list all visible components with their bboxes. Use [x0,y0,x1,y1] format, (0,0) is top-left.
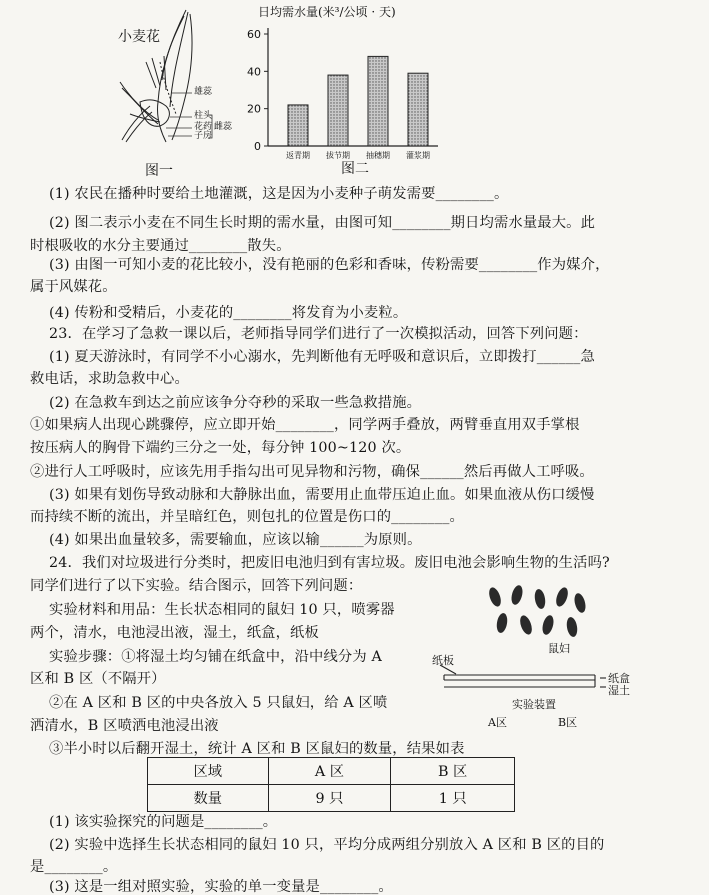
bar-2 [328,75,348,146]
q24-step2-line2: 洒清水，B 区喷洒电池浸出液 [30,718,219,734]
apparatus-label: 实验装置 [512,698,556,711]
label-ovary: 子房 [194,131,213,141]
q23-part1-line1: (1) 夏天游泳时，有同学不小心溺水，先判断他有无呼吸和意识后，立即拨打______急 [49,349,595,365]
q22-part3-line1: (3) 由图一可知小麦的花比较小，没有艳丽的色彩和香味，传粉需要________作为媒介， [49,257,610,273]
q23-part2-item2: ②进行人工呼吸时，应该先用手指勾出可见异物和污物，确保______然后再做人工呼吸。 [30,464,594,480]
q24-sub1: (1) 该实验探究的问题是________。 [49,814,278,830]
x-tick-label: 返青期 [286,151,310,160]
x-tick-label: 抽穗期 [366,151,390,160]
q24-materials-line2: 两个，清水，电池浸出液，湿土，纸盒，纸板 [30,625,319,641]
table-header-zone: 区域 [148,758,269,785]
table-row [148,758,515,785]
y-tick-label: 60 [247,28,261,41]
bar-3 [368,56,388,146]
q23-part1-line2: 救电话，求助急救中心。 [30,371,189,387]
q24-step3: ③半小时以后翻开湿土，统计 A 区和 B 区鼠妇的数量，结果如表 [49,741,465,757]
q23-part3-line2: 而持续不断的流出，并呈暗红色，则包扎的位置是伤口的________。 [30,509,465,525]
figure-wheat-flower [100,2,233,179]
q23-stem: 23．在学习了急救一课以后，老师指导同学们进行了一次模拟活动，回答下列问题： [49,326,588,342]
chart-y-ticks [247,28,268,153]
q24-materials-line1: 实验材料和用品：生长状态相同的鼠妇 10 只，喷雾器 [49,602,395,618]
soil-label: 湿土 [608,684,630,697]
figure2-caption: 图二 [341,161,369,177]
q22-part1: (1) 农民在播种时要给土地灌溉，这是因为小麦种子萌发需要________。 [49,186,509,202]
x-tick-label: 拔节期 [326,151,350,160]
woodlouse-label: 鼠妇 [548,642,570,655]
label-pistil: 雌蕊 [214,122,233,132]
table-row [148,785,515,812]
q23-part2: (2) 在急救车到达之前应该争分夺秒的采取一些急救措施。 [49,395,422,411]
q23-part3-line1: (3) 如果有划伤导致动脉和大静脉出血，需要用止血带压迫止血。如果血液从伤口缓慢 [49,487,595,503]
table-header-b: B 区 [391,758,515,785]
q23-part2-item1-line2: 按压病人的胸骨下端约三分之一处，每分钟 100~120 次。 [30,440,411,456]
label-anther: 花药 [194,122,213,132]
figure1-caption: 图一 [145,163,173,179]
q23-part2-item1-line1: ①如果病人出现心跳骤停，应立即开始________，同学两手叠放，两臂垂直用双手掌根 [30,417,580,433]
y-tick-label: 20 [247,102,261,116]
q22-part4: (4) 传粉和受精后，小麦花的________将发育为小麦粒。 [49,305,408,321]
board-label: 纸板 [432,654,454,667]
chart-x-labels [286,150,430,160]
q24-sub2-line2: 是________。 [30,859,118,875]
table-header-a: A 区 [268,758,391,785]
q22-part2-line1: (2) 图二表示小麦在不同生长时期的需水量，由图可知________期日均需水量最大。此 [49,215,596,231]
zone-a-label: A区 [488,716,507,729]
q23-part4: (4) 如果出血量较多，需要输血，应该以输______为原则。 [49,532,422,548]
zone-b-label: B区 [558,716,578,729]
label-stamen: 雄蕊 [194,87,213,97]
bar-4 [408,73,428,146]
q24-sub2-line1: (2) 实验中选择生长状态相同的鼠妇 10 只，平均分成两组分别放入 A 区和 B 区的目的 [49,837,605,853]
water-demand-chart [228,0,458,168]
label-stigma: 柱头 [194,111,213,121]
wheat-flower-title: 小麦花 [118,29,160,45]
chart-title: 日均需水量(米³/公顷 · 天) [258,5,396,19]
results-table [147,757,515,812]
q24-stem-line2: 同学们进行了以下实验。结合图示，回答下列问题： [30,578,363,594]
q22-part3-line2: 属于风媒花。 [30,279,117,295]
q24-step2-line1: ②在 A 区和 B 区的中央各放入 5 只鼠妇，给 A 区喷 [49,695,388,711]
y-tick-label: 0 [254,140,261,153]
x-tick-label: 灌浆期 [406,151,430,160]
table-cell-b: 1 只 [391,785,515,812]
woodlice-drawing [430,575,650,655]
box-label: 纸盒 [608,672,630,685]
q24-step1-line2: 区和 B 区（不隔开） [30,671,166,687]
bar-1 [288,105,308,146]
q22-part2-line2: 时根吸收的水分主要通过________散失。 [30,238,291,254]
chart-bars [288,56,428,146]
figure-water-chart [228,0,458,180]
table-row-label: 数量 [148,785,269,812]
y-tick-label: 40 [247,65,261,79]
q24-sub3: (3) 这是一组对照实验，实验的单一变量是________。 [49,879,393,895]
q24-step1-line1: 实验步骤：①将湿土均匀铺在纸盒中，沿中线分为 A [49,649,382,665]
figure-experiment [430,575,650,735]
q24-stem-line1: 24．我们对垃圾进行分类时，把废旧电池归到有害垃圾。废旧电池会影响生物的生活吗? [49,555,610,571]
table-cell-a: 9 只 [268,785,391,812]
